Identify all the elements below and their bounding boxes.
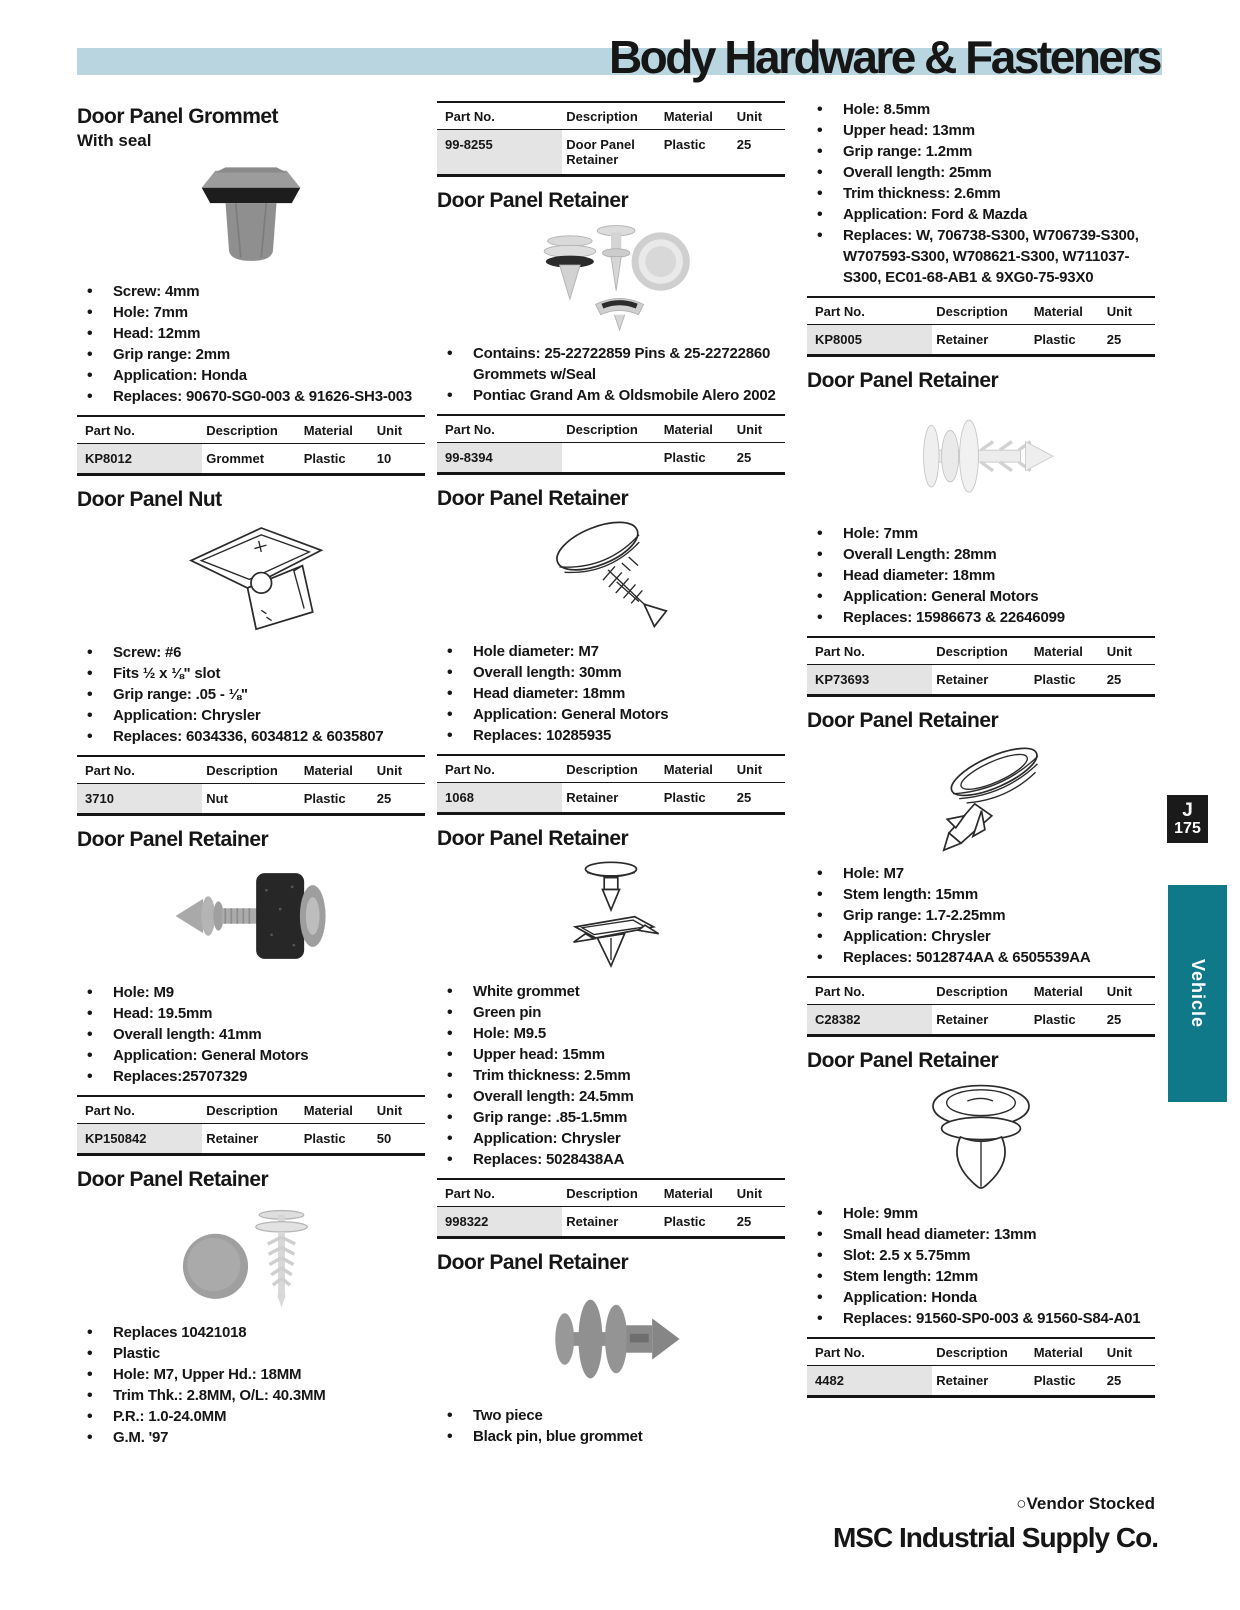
spec-bullet: • Head: 19.5mm	[77, 1003, 425, 1024]
part-table-row	[77, 1124, 425, 1155]
cell-description: Door Panel Retainer	[566, 137, 635, 167]
cell-part-no: KP150842	[77, 1124, 202, 1155]
part-table-header-row	[807, 297, 1155, 325]
round-head-retainer-drawing	[891, 1077, 1071, 1197]
spec-bullet-list	[807, 99, 1155, 288]
part-table	[437, 101, 785, 177]
part-table-header-row	[77, 1096, 425, 1124]
company-name: MSC Industrial Supply Co.	[832, 1522, 1158, 1553]
column-middle	[437, 95, 785, 1459]
spec-bullet: • Replaces: 91560-SP0-003 & 91560-S84-A01	[807, 1308, 1155, 1329]
spec-bullet: • Hole diameter: M7	[437, 641, 785, 662]
disc-and-pin-photo	[159, 1196, 344, 1316]
col-header-material: Material	[1030, 1338, 1103, 1366]
col-header-material: Material	[300, 1096, 373, 1124]
spec-bullet: • Application: Chrysler	[77, 705, 425, 726]
spec-bullet: • Hole: 8.5mm	[807, 99, 1155, 120]
spec-bullet-list	[437, 981, 785, 1170]
part-table	[77, 1095, 425, 1156]
product-section	[807, 369, 1155, 697]
disc-head-retainer-drawing	[889, 737, 1074, 857]
cell-material: Plastic	[663, 1214, 706, 1229]
section-subtitle: With seal	[77, 131, 152, 150]
vendor-stocked-label: Vendor Stocked	[1026, 1494, 1155, 1513]
section-title: Door Panel Retainer	[437, 1251, 629, 1274]
spec-bullet: • Grip range: .85-1.5mm	[437, 1107, 785, 1128]
section-title: Door Panel Retainer	[77, 1168, 269, 1191]
cell-part-no: 3710	[77, 784, 202, 815]
product-illustration	[77, 516, 425, 636]
cell-unit: 25	[1106, 1012, 1122, 1027]
section-title: Door Panel Retainer	[437, 487, 629, 510]
pin-grommet-kit-photo	[516, 217, 706, 337]
spec-bullet-list	[77, 982, 425, 1087]
spec-bullet: • Overall length: 41mm	[77, 1024, 425, 1045]
cell-unit: 25	[1106, 672, 1122, 687]
product-illustration	[77, 856, 425, 976]
part-table-row	[807, 1005, 1155, 1036]
mushroom-fir-tree-drawing	[519, 515, 704, 635]
spec-bullet: • Screw: #6	[77, 642, 425, 663]
section-title: Door Panel Nut	[77, 488, 222, 511]
spec-bullet: • Replaces: 15986673 & 22646099	[807, 607, 1155, 628]
col-header-unit: Unit	[733, 755, 785, 783]
cell-part-no: 99-8255	[437, 130, 562, 176]
spec-bullet: • Replaces 10421018	[77, 1322, 425, 1343]
col-header-material: Material	[660, 102, 733, 130]
col-header-part-no: Part No.	[77, 416, 202, 444]
col-header-part-no: Part No.	[437, 102, 562, 130]
spec-bullet: • Replaces: 90670-SG0-003 & 91626-SH3-003	[77, 386, 425, 407]
product-illustration	[437, 855, 785, 975]
part-table	[807, 1337, 1155, 1398]
spec-bullet: • Trim thickness: 2.6mm	[807, 183, 1155, 204]
spec-bullet: • Application: Chrysler	[437, 1128, 785, 1149]
spec-bullet: • Upper head: 15mm	[437, 1044, 785, 1065]
spec-bullet: • Application: General Motors	[807, 586, 1155, 607]
grommet-with-seal-photo	[166, 155, 336, 275]
part-table-header-row	[437, 1179, 785, 1207]
product-section	[437, 487, 785, 815]
spec-bullet: • Grip range: .05 - ⅛"	[77, 684, 425, 705]
part-table-row	[77, 784, 425, 815]
col-header-material: Material	[1030, 297, 1103, 325]
spec-bullet: • Grip range: 2mm	[77, 344, 425, 365]
cell-description: Retainer	[936, 672, 989, 687]
cell-description: Retainer	[566, 790, 619, 805]
col-header-description: Description	[202, 756, 299, 784]
spec-bullet: • Contains: 25-22722859 Pins & 25-22722860 Grommets w/Seal	[437, 343, 785, 385]
col-header-part-no: Part No.	[807, 297, 932, 325]
section-title: Door Panel Grommet	[77, 105, 279, 128]
product-section	[77, 1168, 425, 1448]
nut-line-drawing	[161, 516, 341, 636]
part-table-header-row	[437, 415, 785, 443]
cell-description: Retainer	[936, 1012, 989, 1027]
part-table	[437, 414, 785, 475]
col-header-description: Description	[562, 1179, 659, 1207]
cell-description: Retainer	[566, 1214, 619, 1229]
cell-description: Grommet	[206, 451, 265, 466]
spec-bullet-list	[437, 343, 785, 406]
spec-bullet: • Overall length: 24.5mm	[437, 1086, 785, 1107]
product-section	[807, 99, 1155, 357]
section-title: Door Panel Retainer	[77, 828, 269, 851]
spec-bullet-list	[437, 1405, 785, 1447]
spec-bullet: • Upper head: 13mm	[807, 120, 1155, 141]
spec-bullet: • Overall length: 30mm	[437, 662, 785, 683]
cell-material: Plastic	[303, 791, 346, 806]
col-header-material: Material	[1030, 637, 1103, 665]
product-illustration	[807, 397, 1155, 517]
vendor-stocked-legend	[1016, 1494, 1155, 1514]
spec-bullet: • Head diameter: 18mm	[807, 565, 1155, 586]
spec-bullet: • Overall Length: 28mm	[807, 544, 1155, 565]
cell-material: Plastic	[663, 450, 706, 465]
spec-bullet: • Hole: 9mm	[807, 1203, 1155, 1224]
product-section	[437, 189, 785, 475]
spec-bullet: • Hole: M7, Upper Hd.: 18MM	[77, 1364, 425, 1385]
product-illustration	[437, 515, 785, 635]
product-illustration	[807, 1077, 1155, 1197]
section-title: Door Panel Retainer	[807, 709, 999, 732]
part-table	[807, 636, 1155, 697]
spec-bullet: • Replaces: 5012874AA & 6505539AA	[807, 947, 1155, 968]
cell-material: Plastic	[1033, 672, 1076, 687]
cell-part-no: 998322	[437, 1207, 562, 1238]
cell-description: Retainer	[206, 1131, 259, 1146]
cell-part-no: 1068	[437, 783, 562, 814]
two-piece-retainer-photo	[516, 1279, 706, 1399]
cell-material: Plastic	[663, 137, 706, 152]
col-header-part-no: Part No.	[77, 756, 202, 784]
cell-unit: 25	[376, 791, 392, 806]
part-table	[77, 415, 425, 476]
column-right	[807, 95, 1155, 1410]
cell-unit: 25	[736, 1214, 752, 1229]
spec-bullet: • Application: Ford & Mazda	[807, 204, 1155, 225]
cell-description: Retainer	[936, 1373, 989, 1388]
spec-bullet: • Replaces: W, 706738-S300, W706739-S300, W707593-S300, W708621-S300, W711037-S300, EC01-68-AB1 & 9XG0-75-93X0	[807, 225, 1155, 288]
part-table-row	[807, 1366, 1155, 1397]
spec-bullet: • Application: Honda	[77, 365, 425, 386]
col-header-material: Material	[660, 755, 733, 783]
spec-bullet: • White grommet	[437, 981, 785, 1002]
vehicle-section-tab	[1168, 885, 1227, 1102]
col-header-material: Material	[660, 415, 733, 443]
product-section	[437, 827, 785, 1239]
part-table-header-row	[807, 977, 1155, 1005]
cell-description	[562, 443, 659, 474]
col-header-description: Description	[562, 415, 659, 443]
part-table	[807, 976, 1155, 1037]
spec-bullet: • Trim Thk.: 2.8MM, O/L: 40.3MM	[77, 1385, 425, 1406]
spec-bullet-list	[807, 523, 1155, 628]
spec-bullet: • Two piece	[437, 1405, 785, 1426]
part-table-header-row	[807, 637, 1155, 665]
part-table	[77, 755, 425, 816]
col-header-description: Description	[932, 977, 1029, 1005]
page-title: Body Hardware & Fasteners	[608, 31, 1160, 83]
col-header-part-no: Part No.	[437, 1179, 562, 1207]
spec-bullet: • Application: General Motors	[437, 704, 785, 725]
col-header-description: Description	[932, 637, 1029, 665]
part-table-row	[807, 665, 1155, 696]
section-title: Door Panel Retainer	[437, 189, 629, 212]
part-table-header-row	[807, 1338, 1155, 1366]
part-table-header-row	[77, 416, 425, 444]
column-left	[77, 95, 425, 1460]
col-header-unit: Unit	[373, 416, 425, 444]
col-header-part-no: Part No.	[437, 415, 562, 443]
cell-part-no: KP8005	[807, 325, 932, 356]
spec-bullet: • Small head diameter: 13mm	[807, 1224, 1155, 1245]
col-header-description: Description	[932, 297, 1029, 325]
spec-bullet-list	[437, 641, 785, 746]
cell-unit: 25	[736, 137, 752, 152]
cell-material: Plastic	[1033, 332, 1076, 347]
spec-bullet: • Plastic	[77, 1343, 425, 1364]
col-header-description: Description	[932, 1338, 1029, 1366]
spec-bullet: • Replaces: 6034336, 6034812 & 6035807	[77, 726, 425, 747]
cell-description: Retainer	[936, 332, 989, 347]
vehicle-section-tab-label: Vehicle	[1188, 958, 1208, 1029]
spec-bullet-list	[77, 1322, 425, 1448]
col-header-unit: Unit	[733, 415, 785, 443]
page-tab-letter: J	[1182, 799, 1193, 821]
spec-bullet: • Head diameter: 18mm	[437, 683, 785, 704]
col-header-part-no: Part No.	[77, 1096, 202, 1124]
spec-bullet-list	[807, 1203, 1155, 1329]
cell-part-no: C28382	[807, 1005, 932, 1036]
cell-unit: 25	[1106, 1373, 1122, 1388]
spec-bullet: • Hole: M9	[77, 982, 425, 1003]
cell-description: Nut	[206, 791, 228, 806]
spec-bullet: • Hole: M9.5	[437, 1023, 785, 1044]
spec-bullet: • P.R.: 1.0-24.0MM	[77, 1406, 425, 1427]
spec-bullet: • Black pin, blue grommet	[437, 1426, 785, 1447]
cell-unit: 50	[376, 1131, 392, 1146]
col-header-material: Material	[300, 756, 373, 784]
cell-part-no: KP8012	[77, 444, 202, 475]
part-table-row	[437, 1207, 785, 1238]
cell-material: Plastic	[1033, 1012, 1076, 1027]
col-header-part-no: Part No.	[807, 977, 932, 1005]
col-header-description: Description	[202, 416, 299, 444]
spec-bullet: • Stem length: 12mm	[807, 1266, 1155, 1287]
spec-bullet: • Hole: 7mm	[77, 302, 425, 323]
part-table	[807, 296, 1155, 357]
spec-bullet: • Grip range: 1.7-2.25mm	[807, 905, 1155, 926]
cell-unit: 10	[376, 451, 392, 466]
cell-part-no: 99-8394	[437, 443, 562, 474]
page-tab-number: 175	[1174, 819, 1201, 837]
spec-bullet: • Replaces:25707329	[77, 1066, 425, 1087]
col-header-part-no: Part No.	[437, 755, 562, 783]
product-section	[437, 1251, 785, 1447]
cell-part-no: KP73693	[807, 665, 932, 696]
section-title: Door Panel Retainer	[807, 1049, 999, 1072]
col-header-unit: Unit	[373, 1096, 425, 1124]
part-table-row	[77, 444, 425, 475]
spec-bullet: • Fits ½ x ⅛" slot	[77, 663, 425, 684]
page-number-tab	[1167, 795, 1208, 843]
col-header-unit: Unit	[1103, 977, 1155, 1005]
spec-bullet-list	[77, 642, 425, 747]
col-header-description: Description	[562, 102, 659, 130]
col-header-unit: Unit	[373, 756, 425, 784]
spec-bullet: • Stem length: 15mm	[807, 884, 1155, 905]
part-table-header-row	[77, 756, 425, 784]
product-illustration	[437, 217, 785, 337]
col-header-material: Material	[300, 416, 373, 444]
cell-material: Plastic	[303, 451, 346, 466]
spec-bullet: • Application: General Motors	[77, 1045, 425, 1066]
spec-bullet: • Pontiac Grand Am & Oldsmobile Alero 2002	[437, 385, 785, 406]
spec-bullet: • Application: Honda	[807, 1287, 1155, 1308]
product-illustration	[807, 737, 1155, 857]
cell-unit: 25	[736, 790, 752, 805]
col-header-unit: Unit	[733, 102, 785, 130]
spec-bullet: • Application: Chrysler	[807, 926, 1155, 947]
product-section	[77, 488, 425, 816]
cell-material: Plastic	[303, 1131, 346, 1146]
spec-bullet: • Head: 12mm	[77, 323, 425, 344]
col-header-part-no: Part No.	[807, 1338, 932, 1366]
cell-unit: 25	[1106, 332, 1122, 347]
spec-bullet: • Hole: 7mm	[807, 523, 1155, 544]
pin-and-grommet-drawing	[526, 855, 696, 975]
col-header-material: Material	[1030, 977, 1103, 1005]
section-title: Door Panel Retainer	[807, 369, 999, 392]
spec-bullet: • Replaces: 5028438AA	[437, 1149, 785, 1170]
cell-part-no: 4482	[807, 1366, 932, 1397]
product-section	[77, 105, 425, 476]
product-section	[807, 1049, 1155, 1398]
part-table-row	[437, 783, 785, 814]
spec-bullet-list	[77, 281, 425, 407]
spec-bullet-list	[807, 863, 1155, 968]
part-table-row	[807, 325, 1155, 356]
ribbed-retainer-photo	[886, 397, 1076, 517]
product-section	[807, 709, 1155, 1037]
cell-material: Plastic	[663, 790, 706, 805]
spec-bullet: • Screw: 4mm	[77, 281, 425, 302]
spec-bullet: • Grip range: 1.2mm	[807, 141, 1155, 162]
product-section	[77, 828, 425, 1156]
spec-bullet: • Green pin	[437, 1002, 785, 1023]
col-header-material: Material	[660, 1179, 733, 1207]
spec-bullet: • Slot: 2.5 x 5.75mm	[807, 1245, 1155, 1266]
part-table-row	[437, 443, 785, 474]
spec-bullet: • Overall length: 25mm	[807, 162, 1155, 183]
cell-unit: 25	[736, 450, 752, 465]
spec-bullet: • G.M. '97	[77, 1427, 425, 1448]
product-illustration	[77, 1196, 425, 1316]
col-header-part-no: Part No.	[807, 637, 932, 665]
part-table	[437, 1178, 785, 1239]
spec-bullet: • Trim thickness: 2.5mm	[437, 1065, 785, 1086]
spec-bullet: • Hole: M7	[807, 863, 1155, 884]
vendor-stocked-icon: ○	[1016, 1494, 1027, 1513]
col-header-unit: Unit	[733, 1179, 785, 1207]
product-illustration	[77, 155, 425, 275]
section-title: Door Panel Retainer	[437, 827, 629, 850]
col-header-unit: Unit	[1103, 1338, 1155, 1366]
product-section	[437, 101, 785, 177]
part-table-header-row	[437, 102, 785, 130]
col-header-description: Description	[202, 1096, 299, 1124]
part-table-header-row	[437, 755, 785, 783]
product-illustration	[437, 1279, 785, 1399]
spec-bullet: • Replaces: 10285935	[437, 725, 785, 746]
part-table-row	[437, 130, 785, 176]
cell-material: Plastic	[1033, 1373, 1076, 1388]
col-header-unit: Unit	[1103, 297, 1155, 325]
col-header-unit: Unit	[1103, 637, 1155, 665]
part-table	[437, 754, 785, 815]
col-header-description: Description	[562, 755, 659, 783]
foam-retainer-photo	[156, 856, 346, 976]
